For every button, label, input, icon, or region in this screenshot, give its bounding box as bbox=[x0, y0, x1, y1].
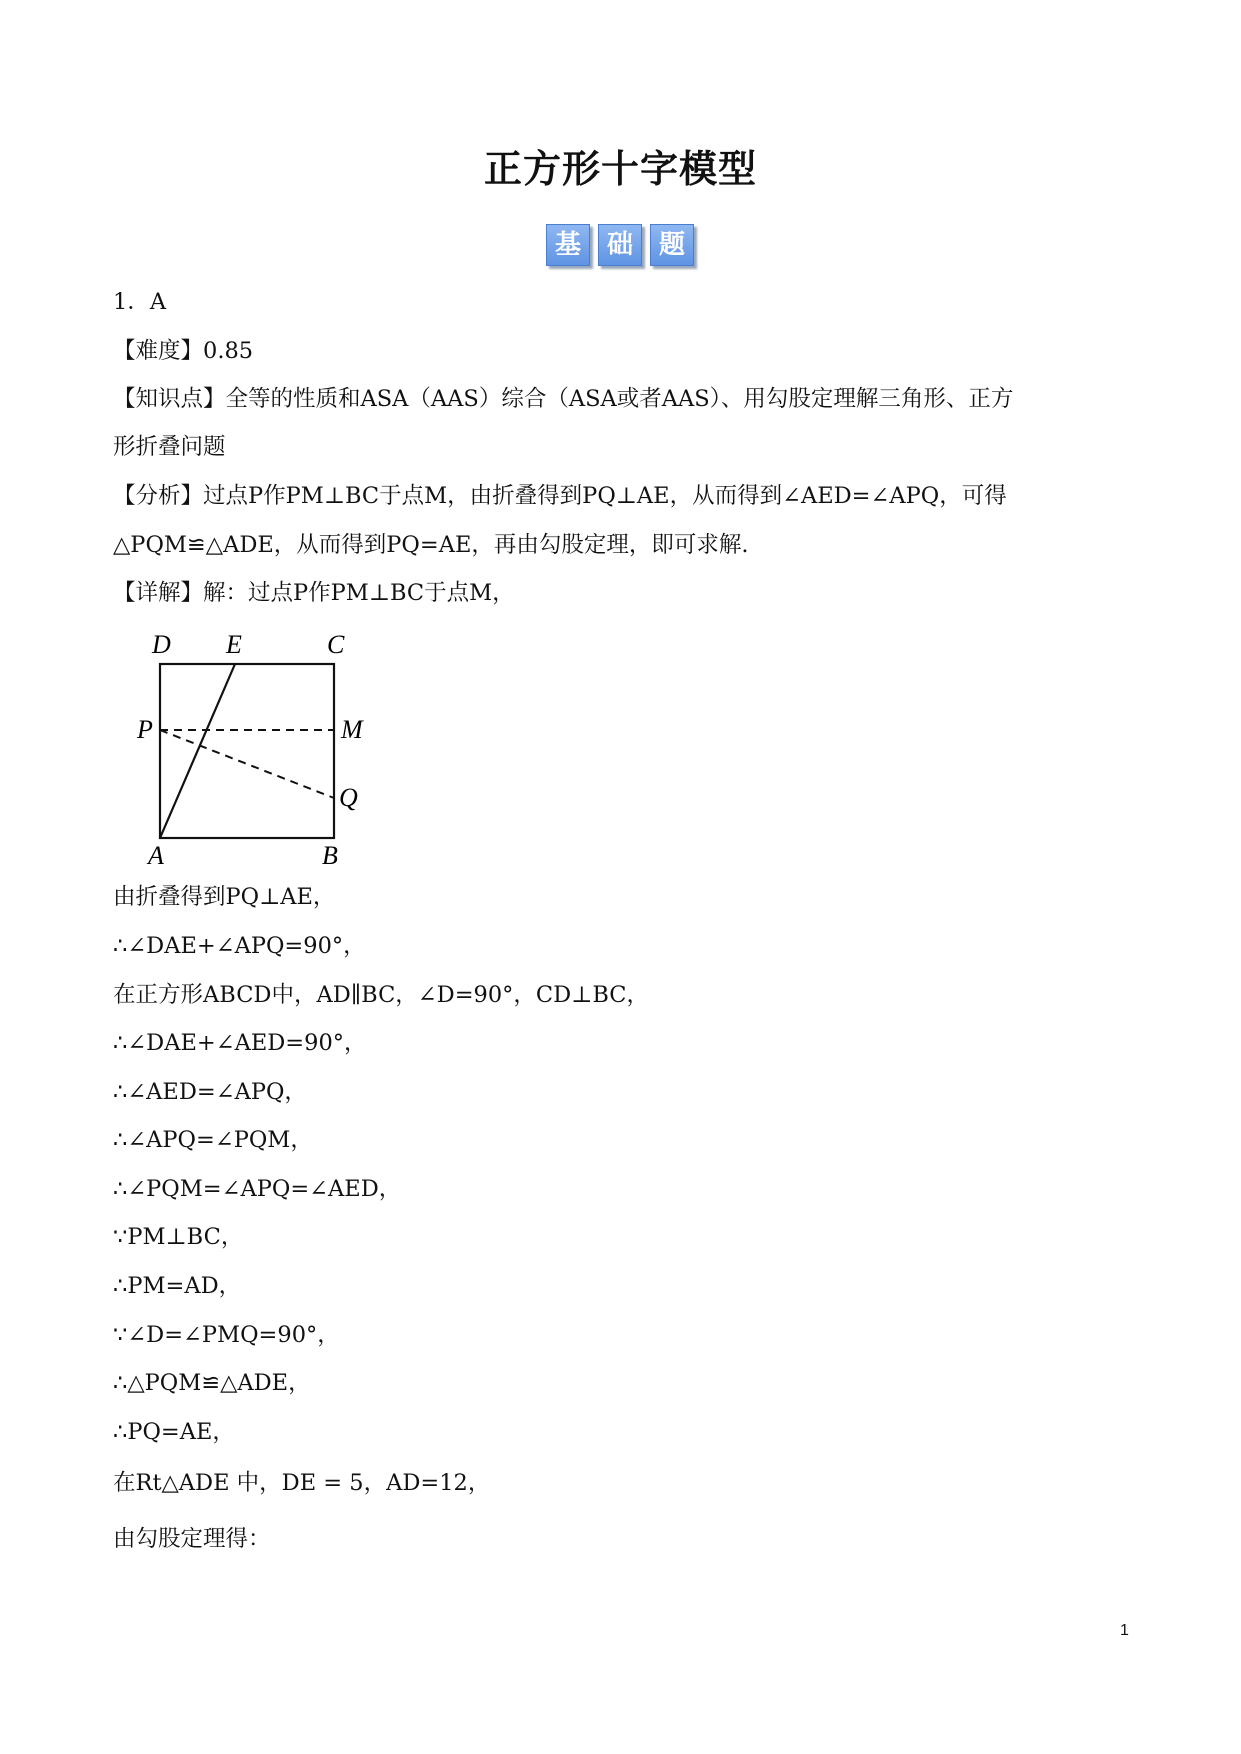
knowledge-line-1: 【知识点】全等的性质和ASA（AAS）综合（ASA或者AAS）、用勾股定理解三角形、正方 bbox=[113, 386, 1014, 412]
label-a: A bbox=[148, 841, 164, 868]
step-7: ∴∠PQM=∠APQ=∠AED， bbox=[113, 1176, 402, 1202]
step-2: ∴∠DAE+∠APQ=90°， bbox=[113, 933, 366, 959]
step-8: ∵PM⊥BC， bbox=[113, 1224, 244, 1250]
square-abcd bbox=[160, 664, 334, 838]
detail-line: 【详解】解：过点P作PM⊥BC于点M， bbox=[113, 580, 515, 606]
analysis-line-2: △PQM≌△ADE，从而得到PQ=AE，再由勾股定理，即可求解. bbox=[113, 532, 749, 558]
segment-ae bbox=[160, 664, 235, 838]
step-14: 由勾股定理得： bbox=[113, 1526, 271, 1552]
knowledge-line-2: 形折叠问题 bbox=[113, 434, 226, 460]
step-5: ∴∠AED=∠APQ， bbox=[113, 1079, 307, 1105]
label-e: E bbox=[226, 630, 242, 659]
step-4: ∴∠DAE+∠AED=90°， bbox=[113, 1030, 367, 1056]
badge-char-2: 础 bbox=[598, 224, 642, 266]
badge-char-1: 基 bbox=[546, 224, 590, 266]
answer-line: 1．A bbox=[113, 289, 167, 315]
page-title: 正方形十字模型 bbox=[483, 147, 757, 191]
difficulty-line: 【难度】0.85 bbox=[113, 338, 254, 364]
step-3: 在正方形ABCD中，AD∥BC，∠D=90°，CD⊥BC， bbox=[113, 982, 650, 1008]
geometry-figure bbox=[134, 628, 384, 868]
step-9: ∴PM=AD， bbox=[113, 1273, 242, 1299]
step-13: 在Rt△ADE 中，DE = 5，AD=12， bbox=[113, 1470, 491, 1496]
step-12: ∴PQ=AE， bbox=[113, 1419, 235, 1445]
step-6: ∴∠APQ=∠PQM， bbox=[113, 1127, 313, 1153]
badge-char-3: 题 bbox=[650, 224, 694, 266]
step-1: 由折叠得到PQ⊥AE， bbox=[113, 884, 336, 910]
step-10: ∵∠D=∠PMQ=90°， bbox=[113, 1322, 340, 1348]
label-q: Q bbox=[339, 783, 358, 812]
section-badge bbox=[546, 224, 694, 266]
label-c: C bbox=[327, 630, 345, 659]
page-number: 1 bbox=[1120, 1622, 1129, 1639]
label-p: P bbox=[137, 715, 153, 744]
step-11: ∴△PQM≌△ADE， bbox=[113, 1370, 311, 1396]
label-m: M bbox=[341, 715, 363, 744]
label-b: B bbox=[322, 841, 338, 868]
analysis-line-1: 【分析】过点P作PM⊥BC于点M，由折叠得到PQ⊥AE，从而得到∠AED=∠APQ，可得 bbox=[113, 483, 1007, 509]
segment-pq bbox=[160, 730, 334, 798]
label-d: D bbox=[152, 630, 171, 659]
